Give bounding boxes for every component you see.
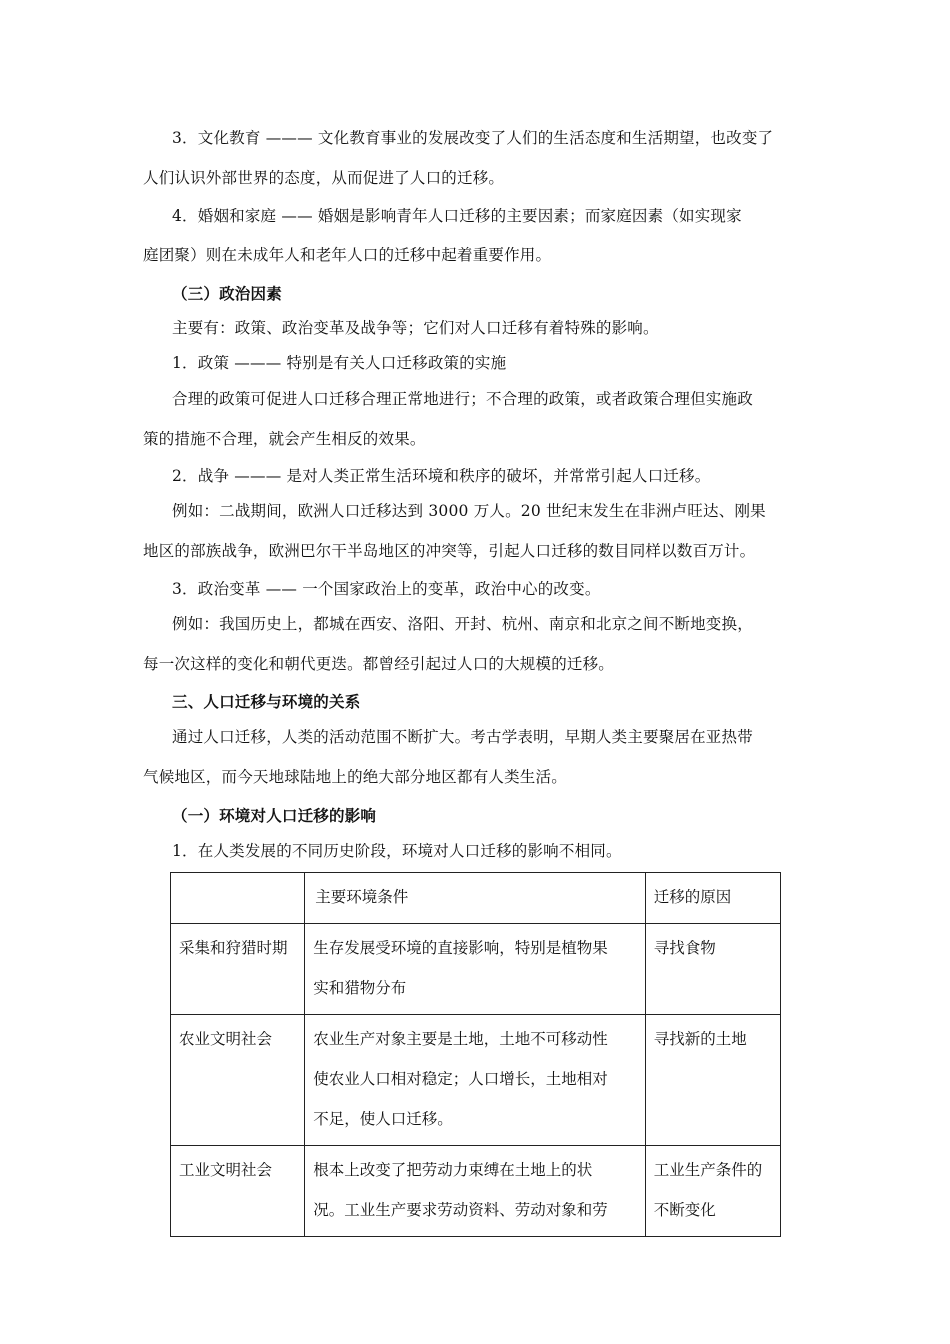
paragraph-line: 1．在人类发展的不同历史阶段，环境对人口迁移的影响不相同。 — [172, 842, 622, 860]
section-heading: （三）政治因素 — [172, 284, 282, 303]
paragraph-line: 主要有：政策、政治变革及战争等；它们对人口迁移有着特殊的影响。 — [172, 319, 659, 337]
subsection-heading: （一）环境对人口迁移的影响 — [172, 806, 377, 825]
cell-line: 况。工业生产要求劳动资料、劳动对象和劳 — [313, 1201, 608, 1219]
table-cell-period: 采集和狩猎时期 — [171, 924, 305, 1015]
paragraph-line: 策的措施不合理，就会产生相反的效果。 — [143, 430, 426, 448]
cell-line: 寻找新的土地 — [653, 1030, 747, 1048]
cell-line: 根本上改变了把劳动力束缚在土地上的状 — [313, 1161, 593, 1179]
paragraph-line: 3．政治变革 —— 一个国家政治上的变革，政治中心的改变。 — [172, 580, 601, 598]
table-row — [171, 924, 781, 1015]
table-cell-period: 工业文明社会 — [171, 1146, 305, 1237]
table-cell-conditions — [305, 1015, 646, 1146]
paragraph-line: 例如：我国历史上，都城在西安、洛阳、开封、杭州、南京和北京之间不断地变换， — [172, 615, 753, 633]
cell-line: 生存发展受环境的直接影响，特别是植物果 — [313, 939, 608, 957]
table-header-cell — [171, 873, 305, 924]
paragraph-line: 庭团聚）则在未成年人和老年人口的迁移中起着重要作用。 — [143, 246, 552, 264]
table-header-cell: 主要环境条件 — [305, 873, 646, 924]
table-header-row — [171, 873, 781, 924]
paragraph-line: 2．战争 ——— 是对人类正常生活环境和秩序的破坏，并常常引起人口迁移。 — [172, 467, 711, 485]
table-row — [171, 1146, 781, 1237]
paragraph-line: 1．政策 ——— 特别是有关人口迁移政策的实施 — [172, 354, 507, 372]
cell-line: 农业生产对象主要是土地，土地不可移动性 — [313, 1030, 608, 1048]
section-heading: 三、人口迁移与环境的关系 — [172, 692, 361, 711]
paragraph-line: 每一次这样的变化和朝代更迭。都曾经引起过人口的大规模的迁移。 — [143, 655, 615, 673]
paragraph-line: 通过人口迁移，人类的活动范围不断扩大。考古学表明，早期人类主要聚居在亚热带 — [172, 728, 753, 746]
cell-line: 工业生产条件的 — [653, 1161, 763, 1179]
environment-table — [170, 872, 781, 1237]
table-row — [171, 1015, 781, 1146]
table-cell-conditions — [305, 1146, 646, 1237]
cell-line: 使农业人口相对稳定；人口增长，土地相对 — [313, 1070, 608, 1088]
table-cell-conditions — [305, 924, 646, 1015]
table-header-cell: 迁移的原因 — [645, 873, 780, 924]
cell-line: 不足，使人口迁移。 — [313, 1110, 453, 1128]
paragraph-line: 4．婚姻和家庭 —— 婚姻是影响青年人口迁移的主要因素；而家庭因素（如实现家 — [172, 207, 742, 225]
paragraph-line: 例如：二战期间，欧洲人口迁移达到 3000 万人。20 世纪末发生在非洲卢旺达、刚果 — [172, 502, 766, 520]
table-cell-reason — [645, 1015, 780, 1146]
paragraph-line: 3．文化教育 ——— 文化教育事业的发展改变了人们的生活态度和生活期望，也改变了 — [172, 129, 774, 147]
paragraph-line: 人们认识外部世界的态度，从而促进了人口的迁移。 — [143, 169, 505, 187]
paragraph-line: 合理的政策可促进人口迁移合理正常地进行；不合理的政策，或者政策合理但实施政 — [172, 390, 753, 408]
table-cell-period: 农业文明社会 — [171, 1015, 305, 1146]
cell-line: 寻找食物 — [653, 939, 716, 957]
paragraph-line: 气候地区，而今天地球陆地上的绝大部分地区都有人类生活。 — [143, 768, 567, 786]
table-cell-reason — [645, 1146, 780, 1237]
cell-line: 不断变化 — [653, 1201, 716, 1219]
cell-line: 实和猎物分布 — [313, 979, 407, 997]
table-cell-reason — [645, 924, 780, 1015]
paragraph-line: 地区的部族战争，欧洲巴尔干半岛地区的冲突等，引起人口迁移的数目同样以数百万计。 — [143, 542, 756, 560]
